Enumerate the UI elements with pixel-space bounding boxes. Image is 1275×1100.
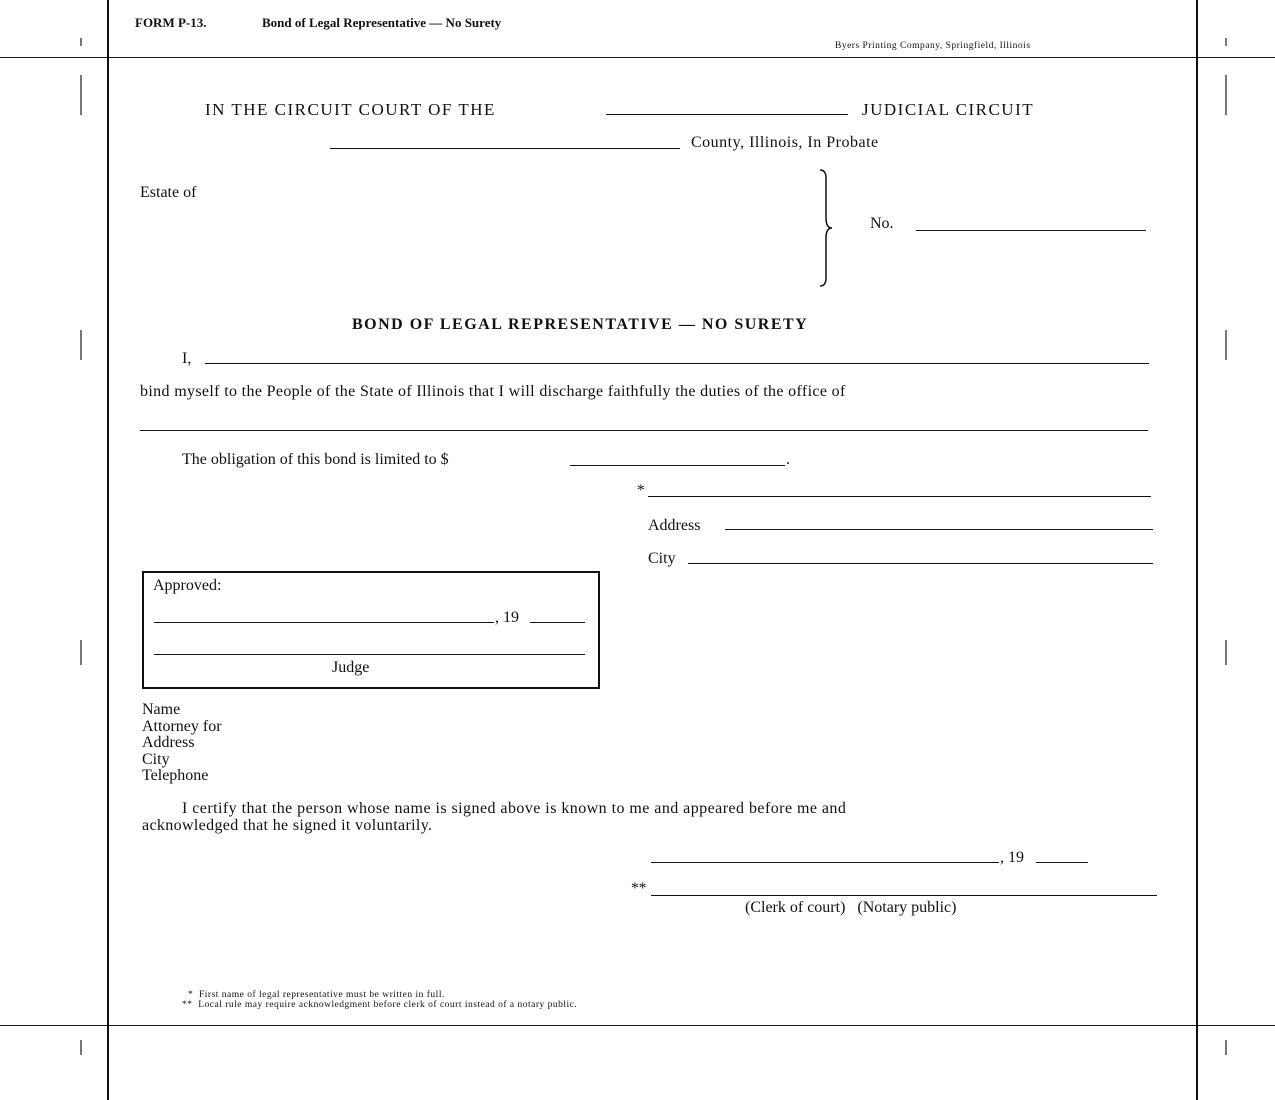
case-no-label: No. bbox=[870, 215, 894, 232]
left-border-line bbox=[107, 0, 109, 1100]
approved-label: Approved: bbox=[153, 577, 222, 594]
officer-double-star: ** bbox=[631, 880, 647, 897]
form-id: FORM P-13. bbox=[135, 15, 207, 30]
punch-mark bbox=[1225, 330, 1227, 360]
judge-label: Judge bbox=[332, 659, 370, 676]
attorney-for-label: Attorney for bbox=[142, 718, 222, 735]
judicial-circuit-field[interactable] bbox=[606, 114, 848, 115]
approval-date-field[interactable] bbox=[154, 622, 494, 623]
representative-name-field[interactable] bbox=[205, 363, 1149, 364]
attorney-name-label: Name bbox=[142, 701, 181, 718]
officer-label: (Clerk of court) (Notary public) bbox=[745, 899, 957, 916]
right-border-line bbox=[1196, 0, 1198, 1100]
signature-star: * bbox=[637, 482, 645, 499]
estate-label: Estate of bbox=[140, 184, 197, 201]
bottom-fold-line bbox=[0, 1025, 1275, 1026]
certification-year-prefix: , 19 bbox=[1000, 849, 1024, 866]
punch-mark bbox=[80, 1040, 82, 1055]
city-label: City bbox=[648, 550, 676, 567]
obligation-text: The obligation of this bond is limited to $ bbox=[182, 451, 449, 468]
punch-mark bbox=[80, 330, 82, 360]
approval-year-field[interactable] bbox=[530, 622, 585, 623]
printer-credit: Byers Printing Company, Springfield, Illinois bbox=[835, 41, 1031, 51]
attorney-telephone-label: Telephone bbox=[142, 767, 209, 784]
court-line-right: JUDICIAL CIRCUIT bbox=[862, 100, 1035, 119]
case-no-field[interactable] bbox=[916, 230, 1146, 231]
address-label: Address bbox=[648, 517, 701, 534]
signature-field[interactable] bbox=[648, 496, 1151, 497]
top-fold-line bbox=[0, 57, 1275, 58]
punch-mark bbox=[80, 38, 82, 46]
punch-mark bbox=[1225, 1040, 1227, 1055]
approval-year-prefix: , 19 bbox=[495, 609, 519, 626]
certification-year-field[interactable] bbox=[1036, 862, 1088, 863]
bind-statement: bind myself to the People of the State of Illinois that I will discharge faithfully the duties of the office of bbox=[140, 383, 846, 400]
footnote-1: * First name of legal representative must be written in full. bbox=[188, 990, 445, 1000]
case-bracket bbox=[812, 168, 834, 288]
punch-mark bbox=[1225, 75, 1227, 115]
punch-mark bbox=[80, 75, 82, 115]
certification-line-1: I certify that the person whose name is signed above is known to me and appeared before me and bbox=[182, 800, 847, 817]
obligation-period: . bbox=[786, 451, 790, 468]
address-field[interactable] bbox=[725, 529, 1153, 530]
attorney-city-label: City bbox=[142, 751, 170, 768]
court-line-left: IN THE CIRCUIT COURT OF THE bbox=[205, 100, 496, 119]
punch-mark bbox=[1225, 640, 1227, 665]
officer-signature-field[interactable] bbox=[651, 895, 1157, 896]
city-field[interactable] bbox=[688, 563, 1153, 564]
bond-title: BOND OF LEGAL REPRESENTATIVE — NO SURETY bbox=[352, 316, 809, 333]
judge-signature-field[interactable] bbox=[154, 654, 585, 655]
punch-mark bbox=[1225, 38, 1227, 46]
footnote-2: ** Local rule may require acknowledgment before clerk of court instead of a notary public. bbox=[182, 1000, 578, 1010]
punch-mark bbox=[80, 640, 82, 665]
form-title-header: Bond of Legal Representative — No Surety bbox=[262, 15, 502, 30]
obligation-amount-field[interactable] bbox=[570, 465, 785, 466]
certification-date-field[interactable] bbox=[651, 862, 999, 863]
certification-line-2: acknowledged that he signed it voluntarily. bbox=[142, 817, 433, 834]
county-field[interactable] bbox=[330, 148, 680, 149]
county-label: County, Illinois, In Probate bbox=[691, 134, 879, 151]
attorney-address-label: Address bbox=[142, 734, 195, 751]
office-field[interactable] bbox=[140, 430, 1148, 431]
i-label: I, bbox=[182, 350, 192, 367]
